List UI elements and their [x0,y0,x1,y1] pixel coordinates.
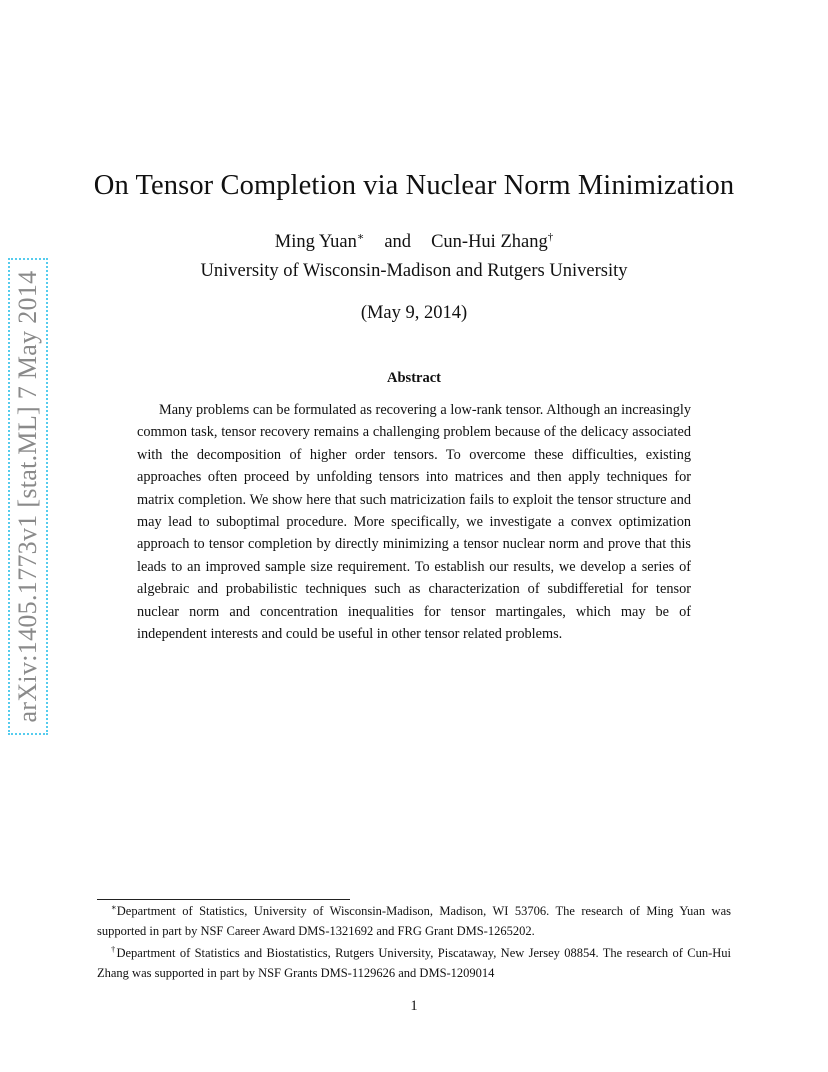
abstract-heading: Abstract [387,370,441,386]
author-footnote-mark: † [547,231,554,243]
footnote-mark: † [111,944,117,954]
arxiv-stamp-text: arXiv:1405.1773v1 [stat.ML] 7 May 2014 [13,270,42,723]
affiliation: University of Wisconsin-Madison and Rutgers University [200,261,628,281]
footnote [97,944,731,983]
author-name: Ming Yuan [274,232,357,252]
footnote-text: Department of Statistics and Biostatistics, Rutgers University, Piscataway, New Jersey 08854. The research of Cun-Hui Zhang was supported in part by NSF Grants DMS-1129626 and DMS-1209014 [97,946,732,980]
author-footnote-mark: ∗ [356,231,365,243]
footnotes [97,902,731,983]
footnote-text: Department of Statistics, University of Wisconsin-Madison, Madison, WI 53706. The research of Ming Yuan was supported in part by NSF Career Award DMS-1321692 and FRG Grant DMS-1265202. [97,904,731,938]
abstract-body: Many problems can be formulated as recovering a low-rank tensor. Although an increasingly common task, tensor recovery remains a challenging problem because of the delicacy associated with the decomposition of higher order tensors. To overcome these difficulties, existing approaches often proceed by unfolding tensors into matrices and then apply techniques for matrix completion. We show here that such matricization fails to exploit the tensor structure and may lead to suboptimal procedure. More specifically, we investigate a convex optimization approach to tensor completion by directly minimizing a tensor nuclear norm and prove that this leads to an improved sample size requirement. To establish our results, we develop a series of algebraic and probabilistic techniques such as characterization of subdifferetial for tensor nuclear norm and concentration inequalities for tensor martingales, which may be of independent interests and could be useful in other tensor related problems. [137,402,691,643]
footnote-mark: ∗ [111,902,117,912]
author-name: Cun-Hui Zhang [431,232,548,252]
footnote-rule [97,899,350,900]
page-number: 1 [410,998,418,1014]
author-separator: and [384,232,412,252]
footnote [97,902,731,941]
author-line [60,232,768,253]
paper-date: (May 9, 2014) [360,303,468,323]
paper-title: On Tensor Completion via Nuclear Norm Minimization [93,170,735,201]
arxiv-stamp-box [8,258,48,735]
